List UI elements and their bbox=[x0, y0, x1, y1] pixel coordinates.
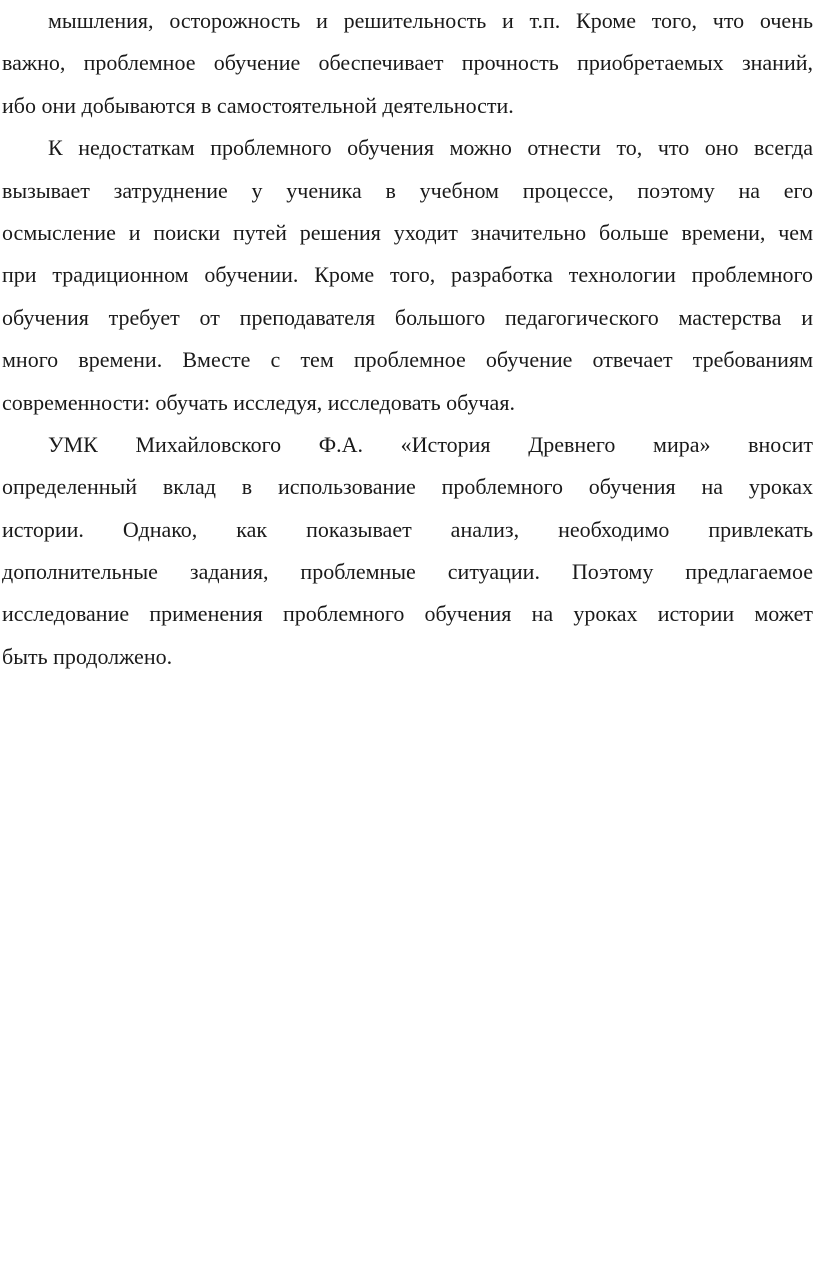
text-line: важно, проблемное обучение обеспечивает прочность приобретаемых знаний, bbox=[2, 50, 813, 76]
text-line: осмысление и поиски путей решения уходит значительно больше времени, чем bbox=[2, 219, 813, 245]
text-line: быть продолжено. bbox=[2, 643, 173, 669]
paragraph bbox=[2, 424, 813, 678]
text-line: ибо они добываются в самостоятельной деятельности. bbox=[2, 92, 514, 118]
text-line: мышления, осторожность и решительность и т.п. Кроме того, что очень bbox=[48, 8, 813, 33]
text-line: УМК Михайловского Ф.А. «История Древнего мира» вносит bbox=[48, 431, 813, 457]
text-line: определенный вклад в использование проблемного обучения на уроках bbox=[2, 474, 813, 500]
text-line: дополнительные задания, проблемные ситуации. Поэтому предлагаемое bbox=[2, 559, 813, 585]
paragraph bbox=[2, 0, 813, 127]
text-line: К недостаткам проблемного обучения можно отнести то, что оно всегда bbox=[48, 135, 813, 161]
paragraph bbox=[2, 127, 813, 424]
text-line: много времени. Вместе с тем проблемное обучение отвечает требованиям bbox=[2, 347, 813, 373]
text-line: современности: обучать исследуя, исследовать обучая. bbox=[2, 389, 515, 415]
text-line: истории. Однако, как показывает анализ, необходимо привлекать bbox=[2, 516, 813, 542]
text-line: исследование применения проблемного обучения на уроках истории может bbox=[2, 601, 813, 627]
text-line: при традиционном обучении. Кроме того, разработка технологии проблемного bbox=[2, 262, 813, 288]
text-line: обучения требует от преподавателя большого педагогического мастерства и bbox=[2, 304, 813, 330]
text-line: вызывает затруднение у ученика в учебном процессе, поэтому на его bbox=[2, 177, 813, 203]
body-text bbox=[2, 0, 813, 678]
